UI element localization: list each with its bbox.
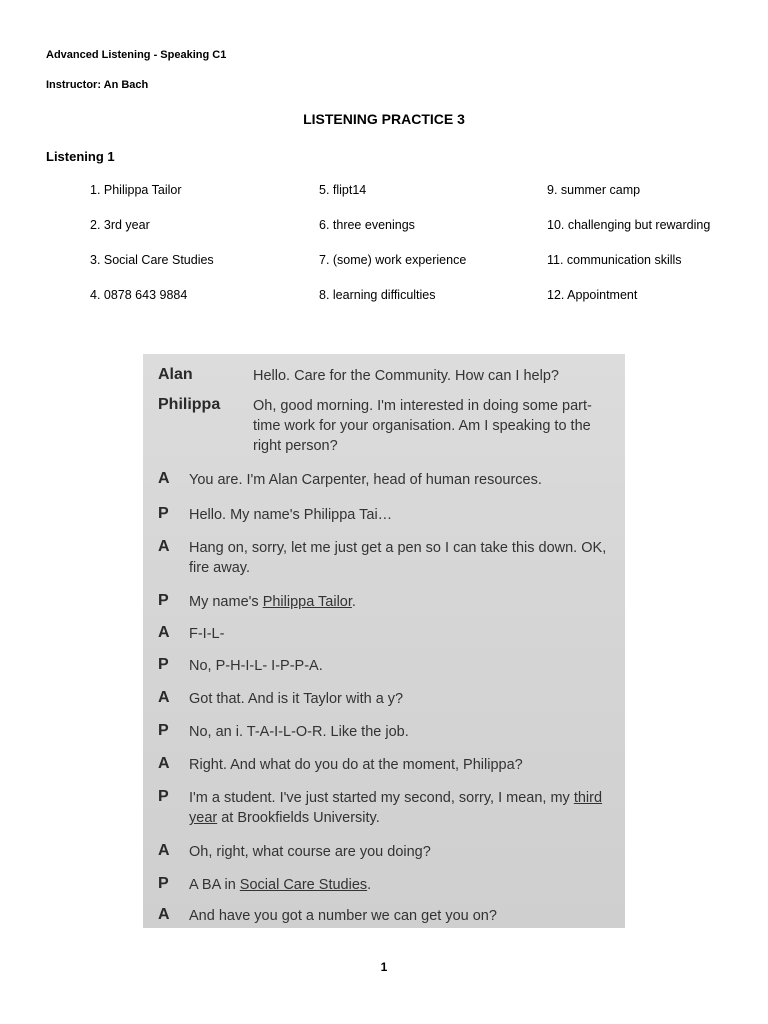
- dialogue-text: I'm a student. I've just started my second, sorry, I mean, my third year at Brookfields University.: [189, 790, 603, 826]
- dialogue-text: A BA in Social Care Studies.: [189, 877, 372, 893]
- course-title: Advanced Listening - Speaking C1: [46, 49, 227, 61]
- speaker-name: P: [158, 505, 169, 522]
- speaker-name: A: [158, 755, 170, 772]
- answer-item: 10. challenging but rewarding: [547, 218, 711, 232]
- answer-item: 9. summer camp: [547, 183, 641, 197]
- answer-item: 8. learning difficulties: [319, 288, 436, 302]
- underlined-answer: third year: [189, 790, 603, 826]
- answer-item: 4. 0878 643 9884: [90, 288, 188, 302]
- speaker-name: Philippa: [158, 396, 221, 413]
- answer-item: 1. Philippa Tailor: [90, 183, 182, 197]
- speaker-name: P: [158, 592, 169, 609]
- speaker-name: Alan: [158, 366, 193, 383]
- answer-item: 5. flipt14: [319, 183, 367, 197]
- scanned-transcript: [143, 354, 625, 928]
- dialogue-text: No, P-H-I-L- I-P-P-A.: [189, 658, 323, 674]
- speaker-name: P: [158, 788, 169, 805]
- answer-row: [90, 253, 750, 288]
- dialogue-text: Hello. Care for the Community. How can I help?: [253, 368, 559, 384]
- speaker-name: A: [158, 906, 170, 923]
- answer-item: 2. 3rd year: [90, 218, 150, 232]
- dialogue-text: F-I-L-: [189, 626, 225, 642]
- instructor-name: Instructor: An Bach: [46, 79, 149, 91]
- dialogue-text: Hello. My name's Philippa Tai…: [189, 507, 393, 523]
- speaker-name: A: [158, 538, 170, 555]
- speaker-name: A: [158, 842, 170, 859]
- answer-row: [90, 218, 750, 253]
- speaker-name: P: [158, 875, 169, 892]
- answer-item: 6. three evenings: [319, 218, 415, 232]
- page-number: 1: [380, 960, 388, 974]
- dialogue-text: Hang on, sorry, let me just get a pen so I can take this down. OK, fire away.: [189, 540, 607, 576]
- dialogue-text: No, an i. T-A-I-L-O-R. Like the job.: [189, 724, 409, 740]
- answer-item: 12. Appointment: [547, 288, 638, 302]
- speaker-name: P: [158, 656, 169, 673]
- dialogue-text: And have you got a number we can get you on?: [189, 908, 497, 924]
- answer-item: 11. communication skills: [547, 253, 682, 267]
- dialogue-text: My name's Philippa Tailor.: [189, 594, 356, 610]
- answer-item: 3. Social Care Studies: [90, 253, 214, 267]
- answer-grid: [90, 183, 750, 323]
- dialogue-text: Oh, good morning. I'm interested in doing some part-time work for your organisation. Am I speaking to the right person?: [253, 398, 592, 454]
- speaker-name: A: [158, 624, 170, 641]
- speaker-name: A: [158, 689, 170, 706]
- dialogue-text: You are. I'm Alan Carpenter, head of human resources.: [189, 472, 542, 488]
- answer-row: [90, 183, 750, 218]
- underlined-answer: Social Care Studies: [239, 877, 368, 893]
- section-heading: Listening 1: [46, 149, 115, 164]
- underlined-answer: Philippa Tailor: [262, 594, 352, 610]
- page-title: LISTENING PRACTICE 3: [303, 111, 465, 127]
- dialogue-text: Right. And what do you do at the moment, Philippa?: [189, 757, 523, 773]
- answer-row: [90, 288, 750, 323]
- dialogue-text: Oh, right, what course are you doing?: [189, 844, 431, 860]
- speaker-name: A: [158, 470, 170, 487]
- answer-item: 7. (some) work experience: [319, 253, 467, 267]
- dialogue-text: Got that. And is it Taylor with a y?: [189, 691, 404, 707]
- speaker-name: P: [158, 722, 169, 739]
